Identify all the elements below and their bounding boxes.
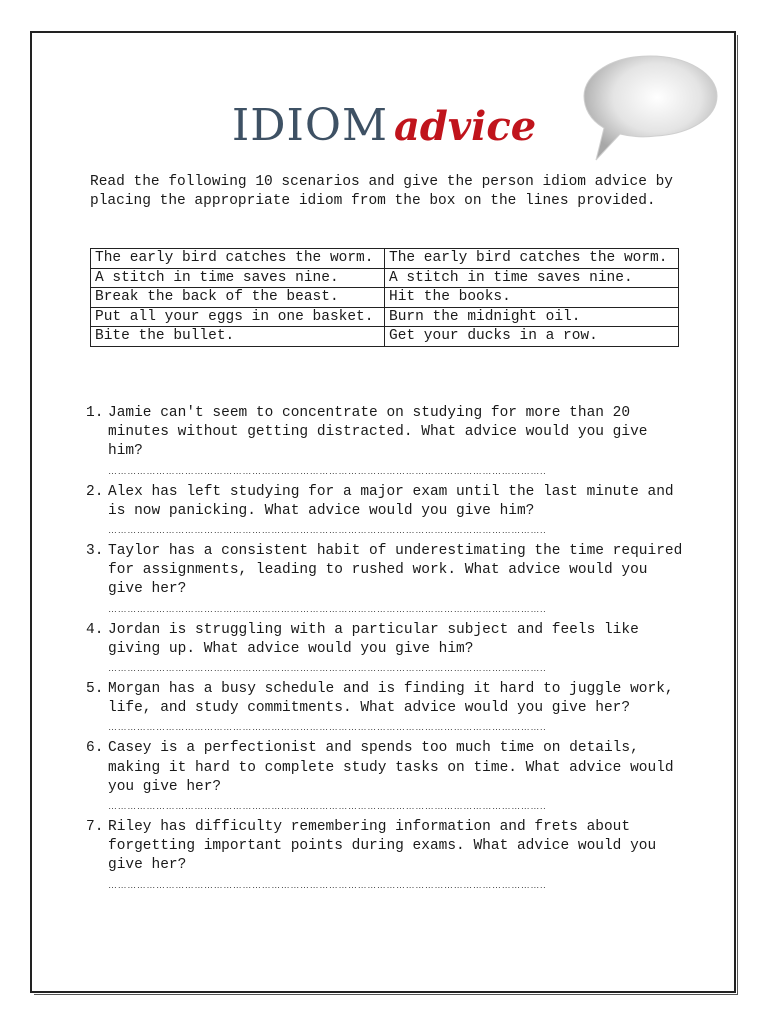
table-cell: Burn the midnight oil. <box>385 307 679 327</box>
instructions: Read the following 10 scenarios and give the person idiom advice by placing the appropriate idiom from the box on the lines provided. <box>90 174 673 209</box>
page-title <box>0 100 768 151</box>
question-number: 7. <box>86 819 104 836</box>
table-row <box>91 327 679 347</box>
answer-line[interactable]: ……………………………………………………………………………………………………………………….. <box>108 879 547 890</box>
table-cell: Hit the books. <box>385 288 679 308</box>
table-row <box>91 249 679 269</box>
table-row <box>91 307 679 327</box>
question-text: Taylor has a consistent habit of underestimating the time required for assignments, leading to rushed work. What advice would you give her? <box>108 543 683 598</box>
question-item <box>86 483 686 540</box>
answer-line[interactable]: ……………………………………………………………………………………………………………………….. <box>108 465 547 476</box>
table-cell: Put all your eggs in one basket. <box>91 307 385 327</box>
question-item <box>86 404 686 481</box>
question-item <box>86 739 686 816</box>
question-item <box>86 680 686 737</box>
answer-line[interactable]: ……………………………………………………………………………………………………………………….. <box>108 603 547 614</box>
question-number: 1. <box>86 405 104 421</box>
answer-line[interactable]: ……………………………………………………………………………………………………………………….. <box>108 525 547 536</box>
table-cell: The early bird catches the worm. <box>91 249 385 269</box>
answer-line[interactable]: ……………………………………………………………………………………………………………………….. <box>108 722 547 733</box>
table-cell: A stitch in time saves nine. <box>91 268 385 288</box>
question-item <box>86 818 686 895</box>
question-body <box>108 404 686 481</box>
question-body <box>108 680 686 737</box>
answer-line[interactable]: ……………………………………………………………………………………………………………………….. <box>108 801 547 812</box>
question-text: Casey is a perfectionist and spends too much time on details, making it hard to complete study tasks on time. What advice would you give her? <box>108 740 674 795</box>
question-text: Jordan is struggling with a particular subject and feels like giving up. What advice would you give him? <box>108 621 639 657</box>
question-body <box>108 483 686 540</box>
question-number: 5. <box>86 681 104 698</box>
question-number: 3. <box>86 543 104 560</box>
question-list <box>86 404 686 897</box>
question-body <box>108 542 686 619</box>
idiom-table <box>90 248 679 347</box>
answer-line[interactable]: ……………………………………………………………………………………………………………………….. <box>108 663 547 674</box>
table-cell: The early bird catches the worm. <box>385 249 679 269</box>
table-row <box>91 268 679 288</box>
table-cell: Get your ducks in a row. <box>385 327 679 347</box>
question-text: Morgan has a busy schedule and is finding it hard to juggle work, life, and study commitments. What advice would you give her? <box>108 681 674 717</box>
question-number: 4. <box>86 621 104 638</box>
question-body <box>108 818 686 895</box>
table-row <box>91 288 679 308</box>
question-body <box>108 739 686 816</box>
question-item <box>86 621 686 678</box>
question-number: 2. <box>86 483 104 500</box>
question-number: 6. <box>86 740 104 757</box>
table-cell: Break the back of the beast. <box>91 288 385 308</box>
title-idiom: IDIOM <box>231 100 389 151</box>
question-text: Jamie can't seem to concentrate on studying for more than 20 minutes without getting distracted. What advice would you give him? <box>108 405 648 460</box>
question-text: Alex has left studying for a major exam until the last minute and is now panicking. What advice would you give him? <box>108 483 674 519</box>
table-cell: A stitch in time saves nine. <box>385 268 679 288</box>
table-cell: Bite the bullet. <box>91 327 385 347</box>
question-text: Riley has difficulty remembering information and frets about forgetting important points during exams. What advice would you give her? <box>108 819 657 874</box>
title-advice: advice <box>394 103 537 150</box>
question-body <box>108 621 686 678</box>
question-item <box>86 542 686 619</box>
